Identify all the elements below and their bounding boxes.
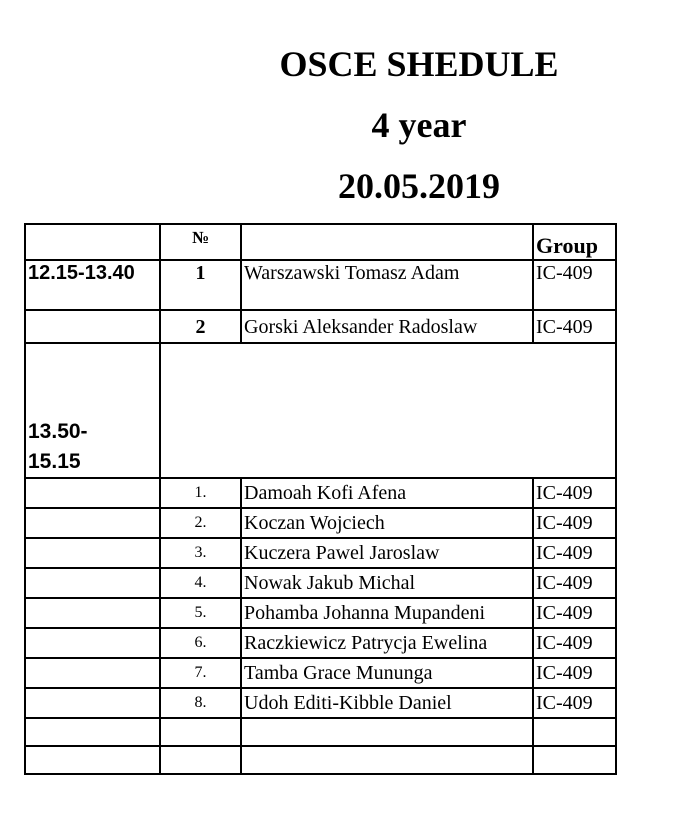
empty-cell: [533, 746, 616, 774]
session-time-empty: [25, 688, 160, 718]
table-row: [25, 628, 616, 658]
row-number: 2.: [160, 508, 241, 538]
table-row: [25, 508, 616, 538]
student-group: IC-409: [533, 260, 616, 310]
table-row: [25, 658, 616, 688]
session-time: 12.15-13.40: [25, 260, 160, 310]
student-name: Gorski Aleksander Radoslaw: [241, 310, 533, 343]
row-number: 2: [160, 310, 241, 343]
session-separator-row: [25, 343, 616, 478]
session-time-empty: [25, 310, 160, 343]
empty-cell: [25, 746, 160, 774]
session-time-empty: [25, 478, 160, 508]
header-number: №: [160, 224, 241, 260]
table-row: [25, 598, 616, 628]
session-time-empty: [25, 598, 160, 628]
row-number: 4.: [160, 568, 241, 598]
session-time-empty: [25, 628, 160, 658]
student-name: Warszawski Tomasz Adam: [241, 260, 533, 310]
empty-cell: [241, 746, 533, 774]
student-name: Damoah Kofi Afena: [241, 478, 533, 508]
student-group: IC-409: [533, 508, 616, 538]
row-number: 5.: [160, 598, 241, 628]
empty-cell: [241, 718, 533, 746]
row-number: 3.: [160, 538, 241, 568]
table-row: [25, 478, 616, 508]
schedule-table: [24, 223, 617, 775]
student-group: IC-409: [533, 310, 616, 343]
row-number: 8.: [160, 688, 241, 718]
student-name: Udoh Editi-Kibble Daniel: [241, 688, 533, 718]
row-number: 6.: [160, 628, 241, 658]
session-time-empty: [25, 568, 160, 598]
merged-empty-cell: [160, 343, 616, 478]
student-group: IC-409: [533, 568, 616, 598]
student-group: IC-409: [533, 598, 616, 628]
row-number: 1.: [160, 478, 241, 508]
student-name: Raczkiewicz Patrycja Ewelina: [241, 628, 533, 658]
header-group: Group: [533, 224, 616, 260]
table-row: [25, 538, 616, 568]
empty-row: [25, 718, 616, 746]
student-group: IC-409: [533, 688, 616, 718]
student-name: Kuczera Pawel Jaroslaw: [241, 538, 533, 568]
empty-cell: [160, 746, 241, 774]
session-time-empty: [25, 538, 160, 568]
session-time-empty: [25, 658, 160, 688]
table-row: [25, 688, 616, 718]
empty-row: [25, 746, 616, 774]
session-time-text: 13.50- 15.15: [28, 420, 88, 473]
student-name: Koczan Wojciech: [241, 508, 533, 538]
header-name: [241, 224, 533, 260]
table-header-row: [25, 224, 616, 260]
student-group: IC-409: [533, 538, 616, 568]
table-row: [25, 568, 616, 598]
page-date: 20.05.2019: [338, 166, 500, 206]
page-title: OSCE SHEDULE: [279, 44, 559, 84]
session-time: [25, 343, 160, 478]
empty-cell: [533, 718, 616, 746]
row-number: 7.: [160, 658, 241, 688]
header-time: [25, 224, 160, 260]
student-group: IC-409: [533, 478, 616, 508]
session-time-empty: [25, 508, 160, 538]
student-name: Pohamba Johanna Mupandeni: [241, 598, 533, 628]
student-name: Nowak Jakub Michal: [241, 568, 533, 598]
table-row: [25, 260, 616, 310]
student-group: IC-409: [533, 658, 616, 688]
table-row: [25, 310, 616, 343]
student-name: Tamba Grace Mununga: [241, 658, 533, 688]
empty-cell: [160, 718, 241, 746]
page-subtitle-year: 4 year: [371, 105, 467, 145]
student-group: IC-409: [533, 628, 616, 658]
row-number: 1: [160, 260, 241, 310]
empty-cell: [25, 718, 160, 746]
